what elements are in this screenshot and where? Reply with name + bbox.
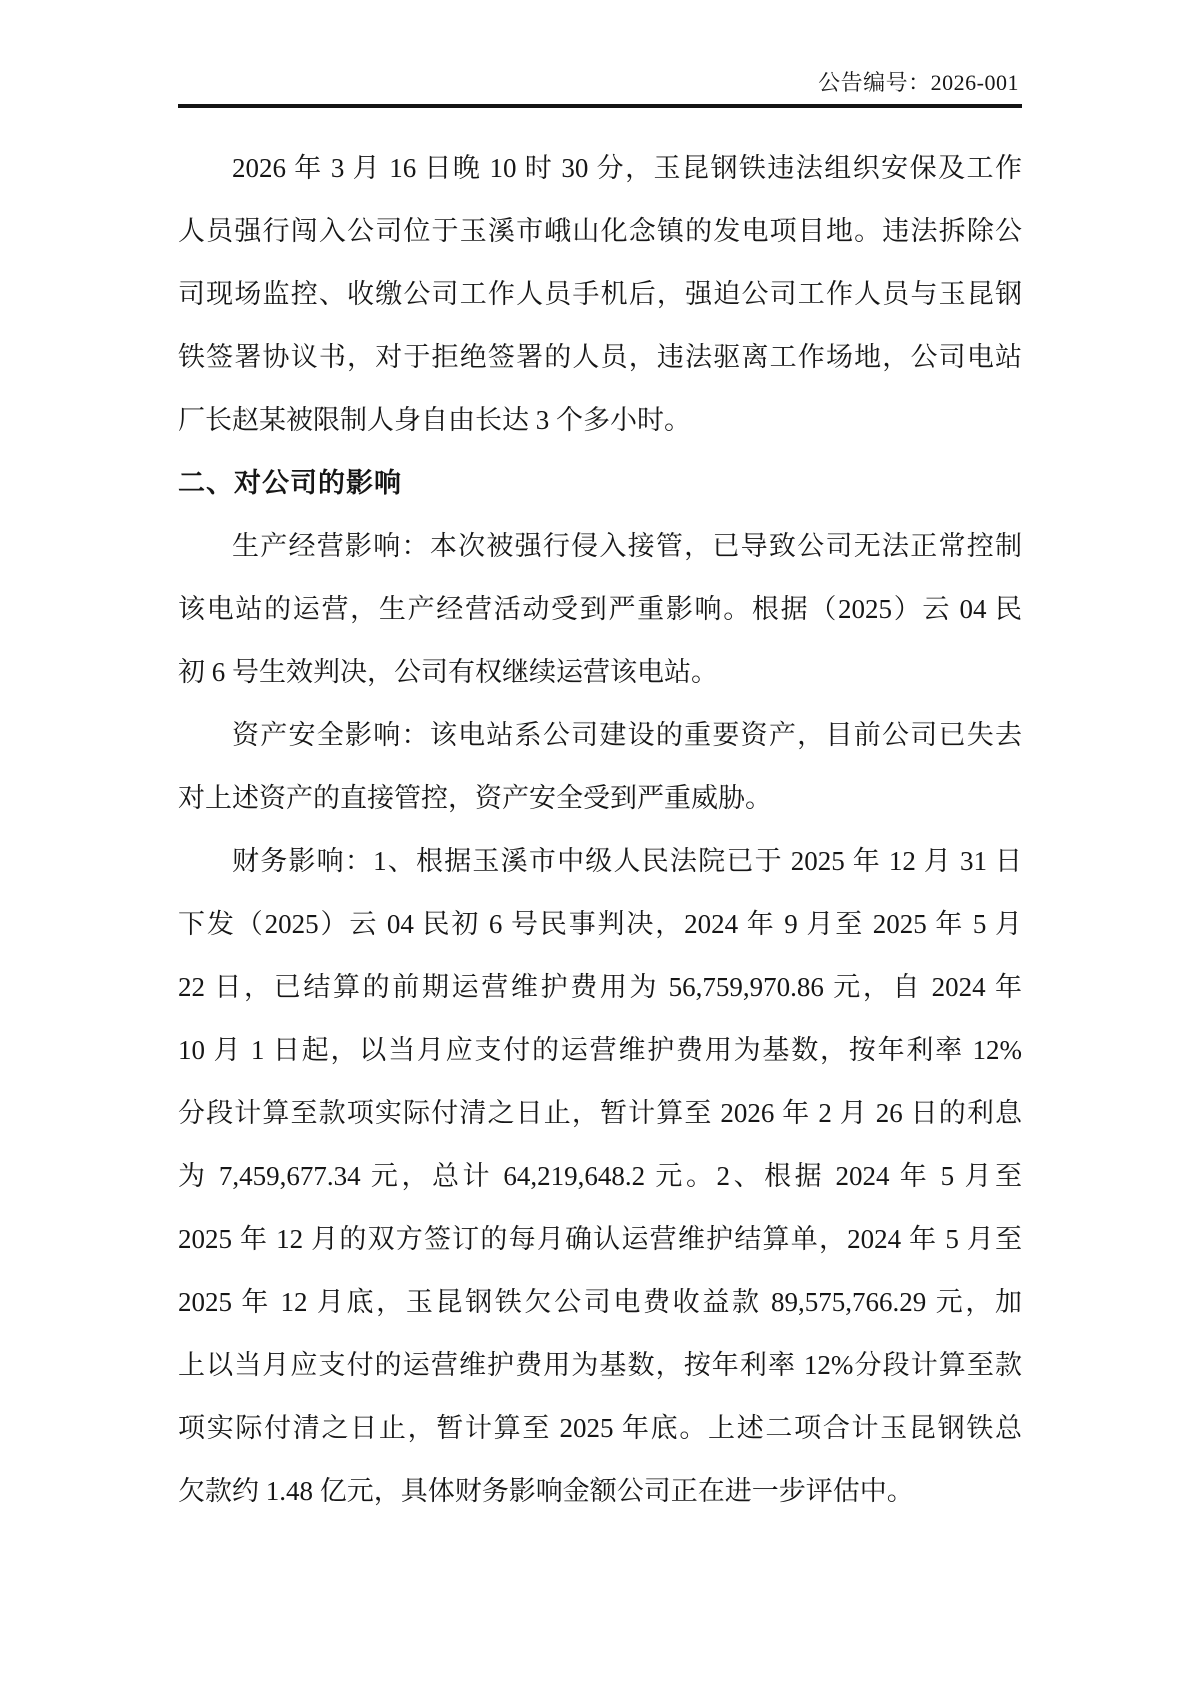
paragraph-line: 10 月 1 日起，以当月应支付的运营维护费用为基数，按年利率 12% bbox=[178, 1035, 1022, 1065]
paragraph-line: 2025 年 12 月的双方签订的每月确认运营维护结算单，2024 年 5 月至 bbox=[178, 1224, 1022, 1254]
paragraph-line: 分段计算至款项实际付清之日止，暂计算至 2026 年 2 月 26 日的利息 bbox=[178, 1098, 1022, 1128]
header-rule bbox=[178, 104, 1022, 108]
paragraph-line: 对上述资产的直接管控，资产安全受到严重威胁。 bbox=[178, 783, 772, 813]
paragraph-line: 下发（2025）云 04 民初 6 号民事判决，2024 年 9 月至 2025 年 5 月 bbox=[178, 909, 1022, 939]
doc-number: 公告编号：2026-001 bbox=[818, 70, 1019, 95]
paragraph-line: 厂长赵某被限制人身自由长达 3 个多小时。 bbox=[178, 405, 691, 435]
paragraph-line: 欠款约 1.48 亿元，具体财务影响金额公司正在进一步评估中。 bbox=[178, 1476, 914, 1506]
paragraph-line: 2026 年 3 月 16 日晚 10 时 30 分，玉昆钢铁违法组织安保及工作 bbox=[232, 153, 1022, 183]
document-body bbox=[178, 137, 1022, 1523]
paragraph-line: 初 6 号生效判决，公司有权继续运营该电站。 bbox=[178, 657, 718, 687]
paragraph-line: 财务影响：1、根据玉溪市中级人民法院已于 2025 年 12 月 31 日 bbox=[232, 846, 1022, 876]
paragraph-line: 项实际付清之日止，暂计算至 2025 年底。上述二项合计玉昆钢铁总 bbox=[178, 1413, 1022, 1443]
paragraph-line: 该电站的运营，生产经营活动受到严重影响。根据（2025）云 04 民 bbox=[178, 594, 1022, 624]
paragraph-line: 22 日，已结算的前期运营维护费用为 56,759,970.86 元，自 2024 年 bbox=[178, 972, 1022, 1002]
paragraph-line: 铁签署协议书，对于拒绝签署的人员，违法驱离工作场地，公司电站 bbox=[178, 342, 1022, 372]
paragraph-line: 资产安全影响：该电站系公司建设的重要资产，目前公司已失去 bbox=[232, 720, 1022, 750]
paragraph-line: 2025 年 12 月底，玉昆钢铁欠公司电费收益款 89,575,766.29 元，加 bbox=[178, 1287, 1022, 1317]
section-heading: 二、对公司的影响 bbox=[178, 468, 402, 498]
paragraph-line: 生产经营影响：本次被强行侵入接管，已导致公司无法正常控制 bbox=[232, 531, 1022, 561]
paragraph-line: 上以当月应支付的运营维护费用为基数，按年利率 12%分段计算至款 bbox=[178, 1350, 1022, 1380]
paragraph-line: 人员强行闯入公司位于玉溪市峨山化念镇的发电项目地。违法拆除公 bbox=[178, 216, 1022, 246]
paragraph-line: 为 7,459,677.34 元，总计 64,219,648.2 元。2、根据 2024 年 5 月至 bbox=[178, 1161, 1022, 1191]
paragraph-line: 司现场监控、收缴公司工作人员手机后，强迫公司工作人员与玉昆钢 bbox=[178, 279, 1022, 309]
